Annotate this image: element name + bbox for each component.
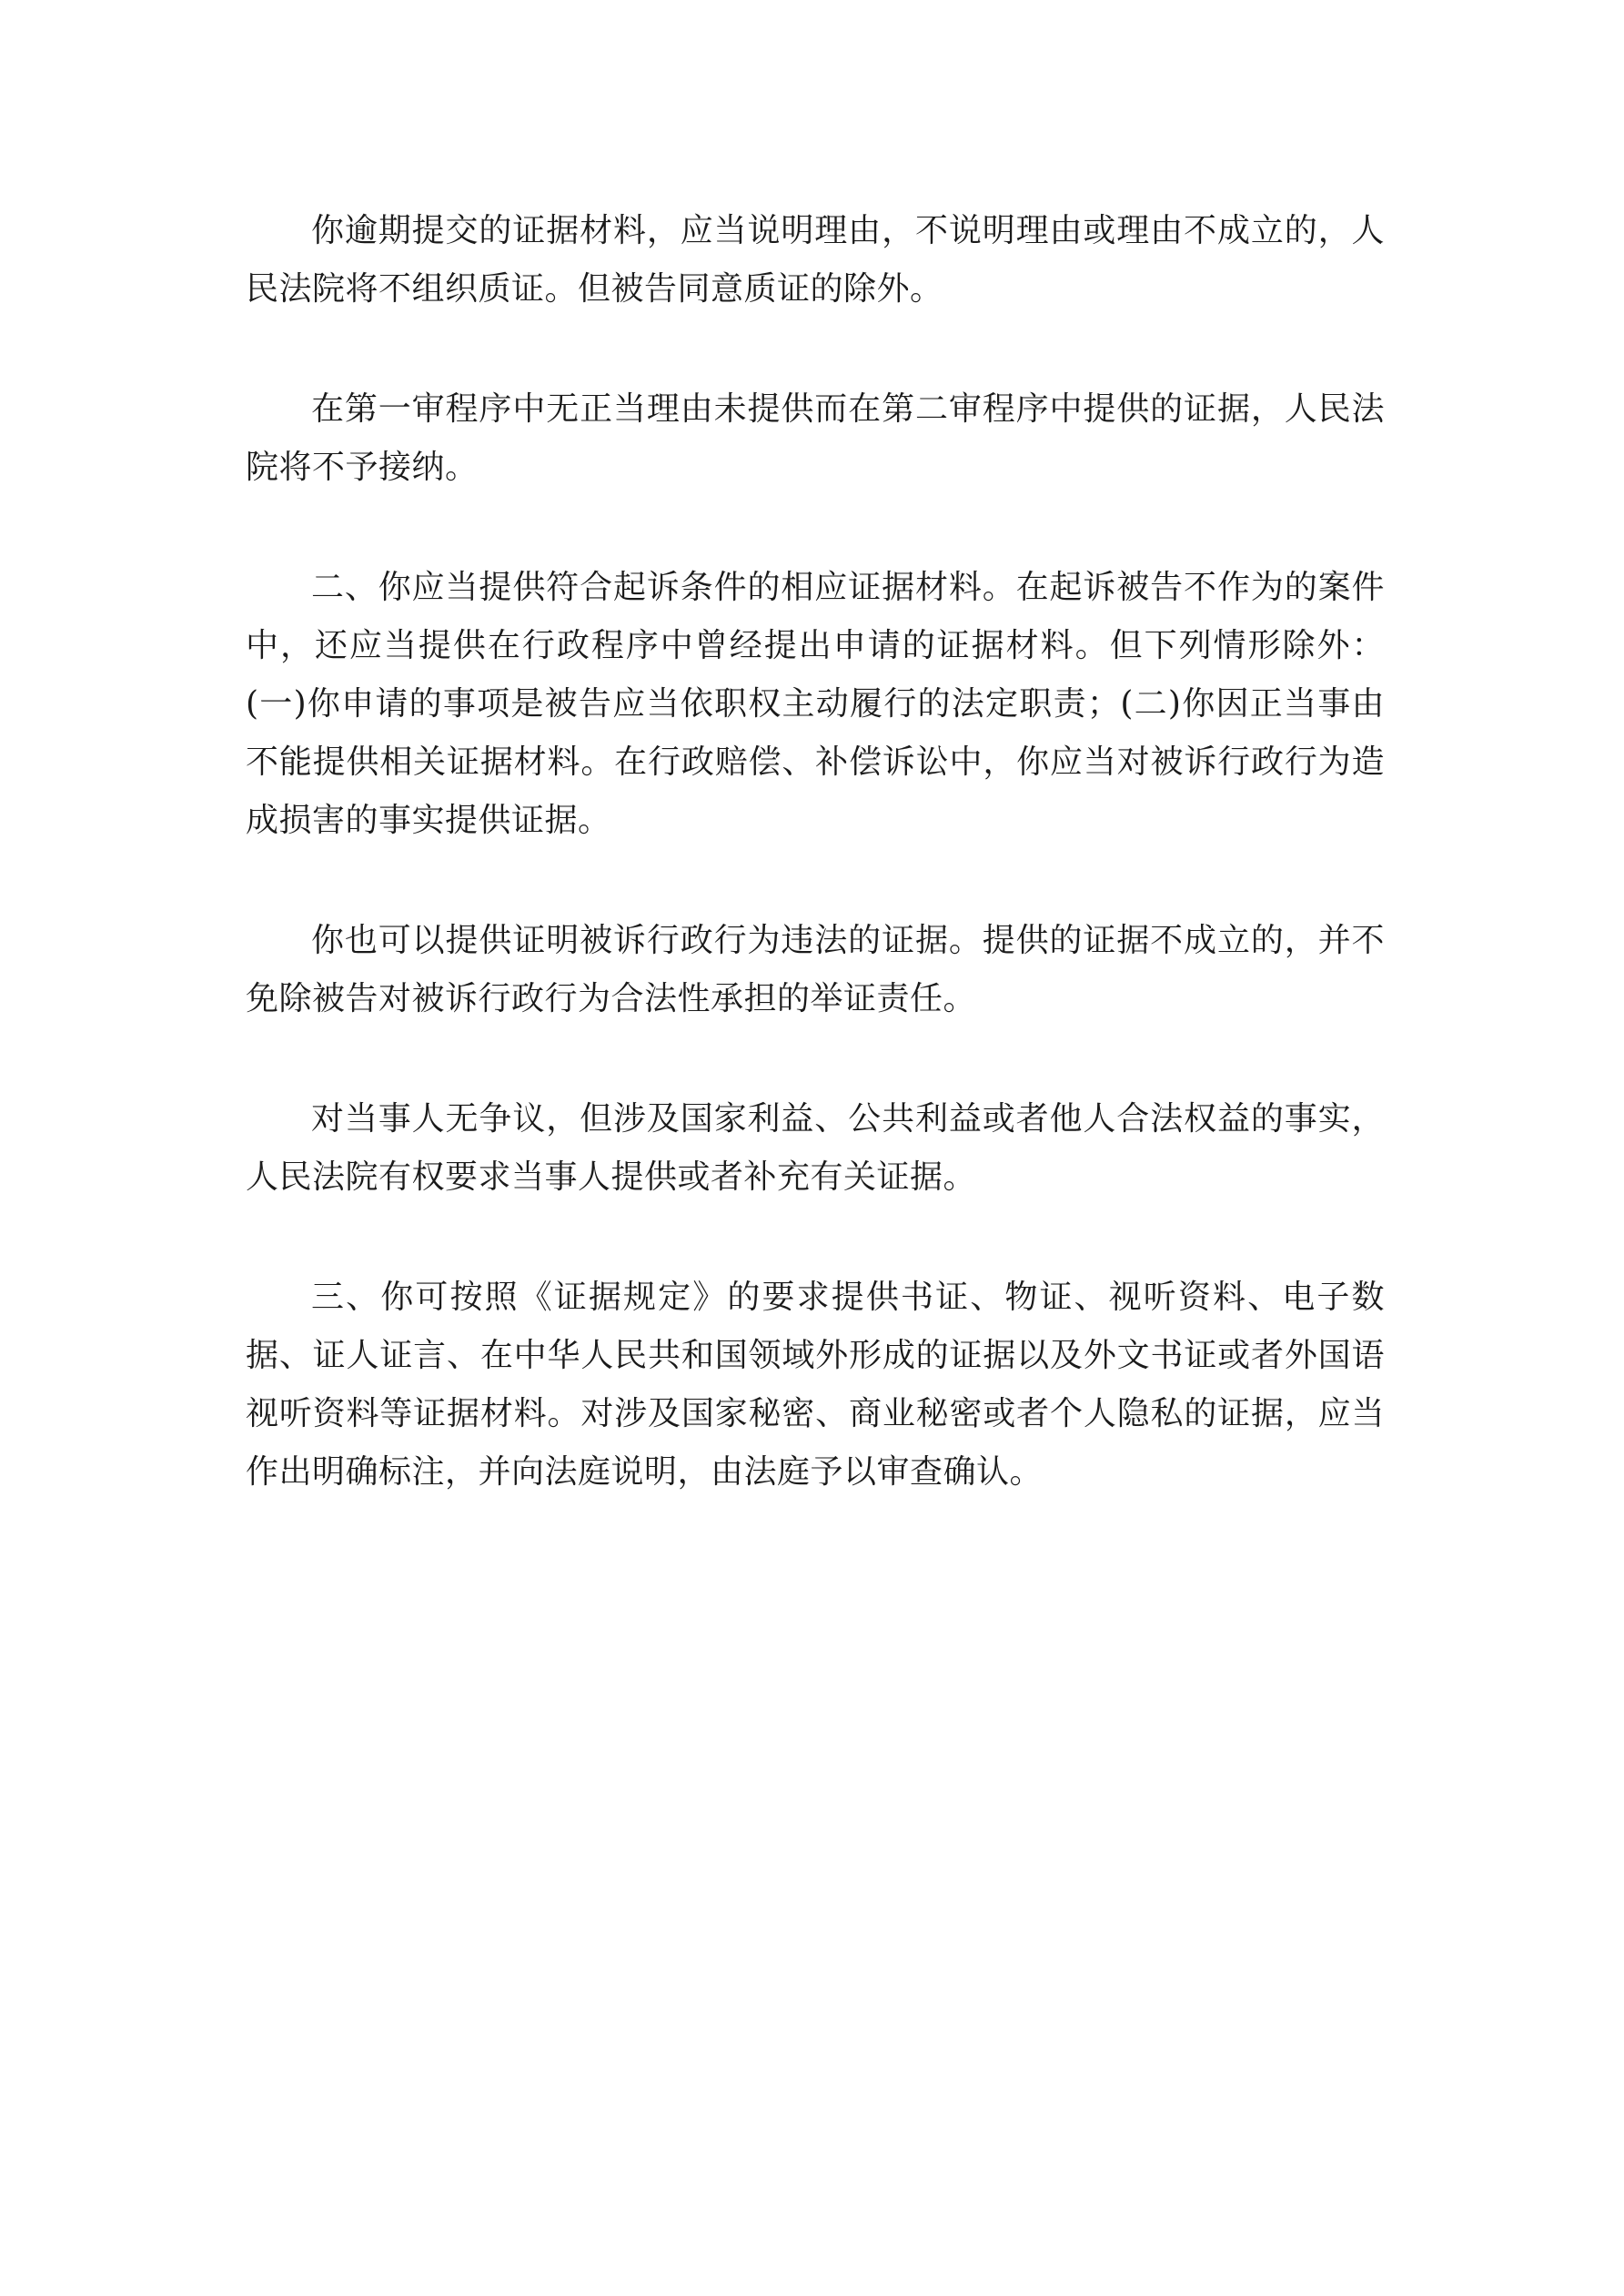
- paragraph-late-evidence: 你逾期提交的证据材料，应当说明理由，不说明理由或理由不成立的，人民法院将不组织质证。但被告同意质证的除外。: [246, 212, 1385, 308]
- paragraph-section-three-evidence-types: 三、你可按照《证据规定》的要求提供书证、物证、视听资料、电子数据、证人证言、在中华人民共和国领域外形成的证据以及外文书证或者外国语视听资料等证据材料。对涉及国家秘密、商业秘密或者个人隐私的证据，应当作出明确标注，并向法庭说明，由法庭予以审查确认。: [246, 1279, 1385, 1491]
- document-body: [246, 202, 1385, 1563]
- paragraph-second-instance-evidence: 在第一审程序中无正当理由未提供而在第二审程序中提供的证据，人民法院将不予接纳。: [246, 390, 1385, 486]
- paragraph-undisputed-facts: 对当事人无争议，但涉及国家利益、公共利益或者他人合法权益的事实，人民法院有权要求当事人提供或者补充有关证据。: [246, 1100, 1385, 1196]
- paragraph-section-two-evidence-requirements: 二、你应当提供符合起诉条件的相应证据材料。在起诉被告不作为的案件中，还应当提供在行政程序中曾经提出申请的证据材料。但下列情形除外：(一)你申请的事项是被告应当依职权主动履行的法定职责；(二)你因正当事由不能提供相关证据材料。在行政赔偿、补偿诉讼中，你应当对被诉行政行为造成损害的事实提供证据。: [246, 569, 1385, 839]
- paragraph-illegality-evidence: 你也可以提供证明被诉行政行为违法的证据。提供的证据不成立的，并不免除被告对被诉行政行为合法性承担的举证责任。: [246, 922, 1385, 1017]
